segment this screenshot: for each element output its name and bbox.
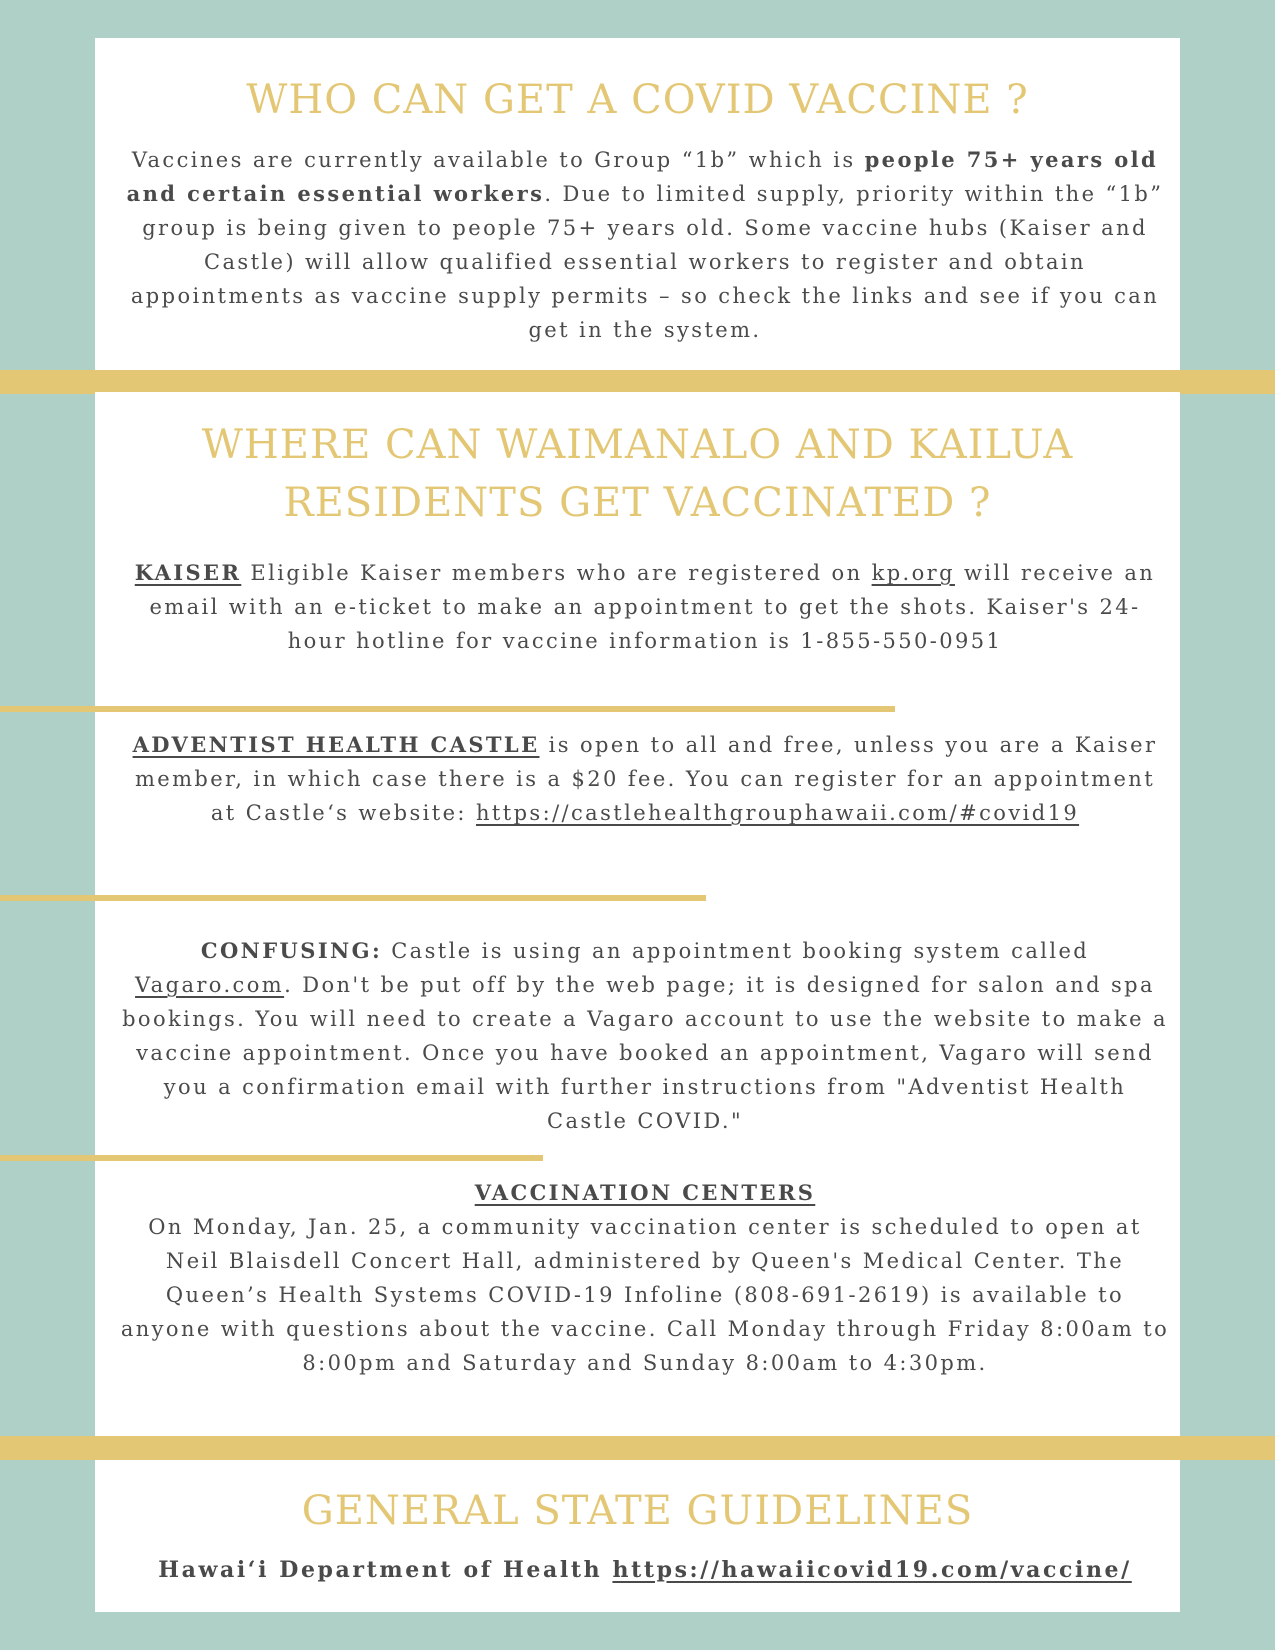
kaiser-paragraph: [120, 556, 1170, 658]
hawaii-covid19-link[interactable]: https://hawaiicovid19.com/vaccine/: [612, 1557, 1132, 1583]
vaccination-centers-label: VACCINATION CENTERS: [474, 1180, 816, 1205]
heading-who-can-get-vaccine: WHO CAN GET A COVID VACCINE ?: [246, 77, 1029, 123]
gold-rule-divider: [0, 706, 895, 712]
gold-band-divider: [0, 370, 1275, 394]
confusing-label: CONFUSING:: [200, 938, 383, 963]
eligibility-bold-text: people 75+ years old and certain essential workers: [126, 147, 1159, 206]
castle-text-a: is open to all and free, unless you are a Kaiser member, in which case there is a $20 fee. You can register for an appointment at Castle‘s website:: [134, 733, 1158, 825]
gold-band-divider: [0, 1436, 1275, 1460]
vaccination-centers-text: On Monday, Jan. 25, a community vaccination center is scheduled to open at Neil Blaisdell Concert Hall, administered by Queen's Medical Center. The Queen’s Health Systems COVID-19 Infoline (808-691-2619) is available to anyone with questions about the vaccine. Call Monday through Friday 8:00am to 8:00pm and Saturday and Sunday 8:00am to 4:30pm.: [120, 1215, 1170, 1375]
card-state-guidelines: [95, 1460, 1180, 1612]
confusing-text-a: Castle is using an appointment booking system called: [382, 939, 1090, 963]
heading-where-to-get-vaccinated: WHERE CAN WAIMANALO AND KAILUA RESIDENTS GET VACCINATED ?: [201, 422, 1074, 526]
confusing-paragraph: [120, 934, 1170, 1138]
state-guidelines-line: [120, 1553, 1170, 1587]
confusing-text-b: . Don't be put off by the web page; it is designed for salon and spa bookings. You will need to create a Vagaro account to use the website to make a vaccine appointment. Once you have booked an appointment, Vagaro will send you a confirmation email with further instructions from "Adventist Health Castle COVID.": [122, 973, 1168, 1133]
castle-website-link[interactable]: https://castlehealthgrouphawaii.com/#covid19: [475, 801, 1080, 825]
kaiser-text-a: Eligible Kaiser members who are registered on: [241, 561, 872, 585]
gold-rule-divider: [0, 895, 706, 901]
castle-label: ADVENTIST HEALTH CASTLE: [132, 732, 540, 757]
castle-paragraph: [120, 728, 1170, 830]
gold-rule-divider: [0, 1155, 543, 1161]
eligibility-text-a: Vaccines are currently available to Group “1b” which is: [131, 148, 865, 172]
doh-label: Hawai‘i Department of Health: [158, 1557, 603, 1583]
heading-general-state-guidelines: GENERAL STATE GUIDELINES: [301, 1488, 974, 1534]
vagaro-link[interactable]: Vagaro.com: [135, 973, 285, 997]
kaiser-label: KAISER: [134, 560, 242, 585]
eligibility-text-b: . Due to limited supply, priority within the “1b” group is being given to people 75+ years old. Some vaccine hubs (Kaiser and Castle) will allow qualified essential workers to register and obtain appointments as vaccine supply permits – so check the links and see if you can get in the system.: [130, 182, 1164, 342]
vaccination-centers-paragraph: [120, 1176, 1170, 1380]
kp-org-link[interactable]: kp.org: [871, 561, 955, 585]
kaiser-text-b: will receive an email with an e-ticket to make an appointment to get the shots. Kaiser's 24-hour hotline for vaccine information is 1-855-550-0951: [149, 561, 1156, 653]
eligibility-paragraph: [120, 143, 1170, 347]
